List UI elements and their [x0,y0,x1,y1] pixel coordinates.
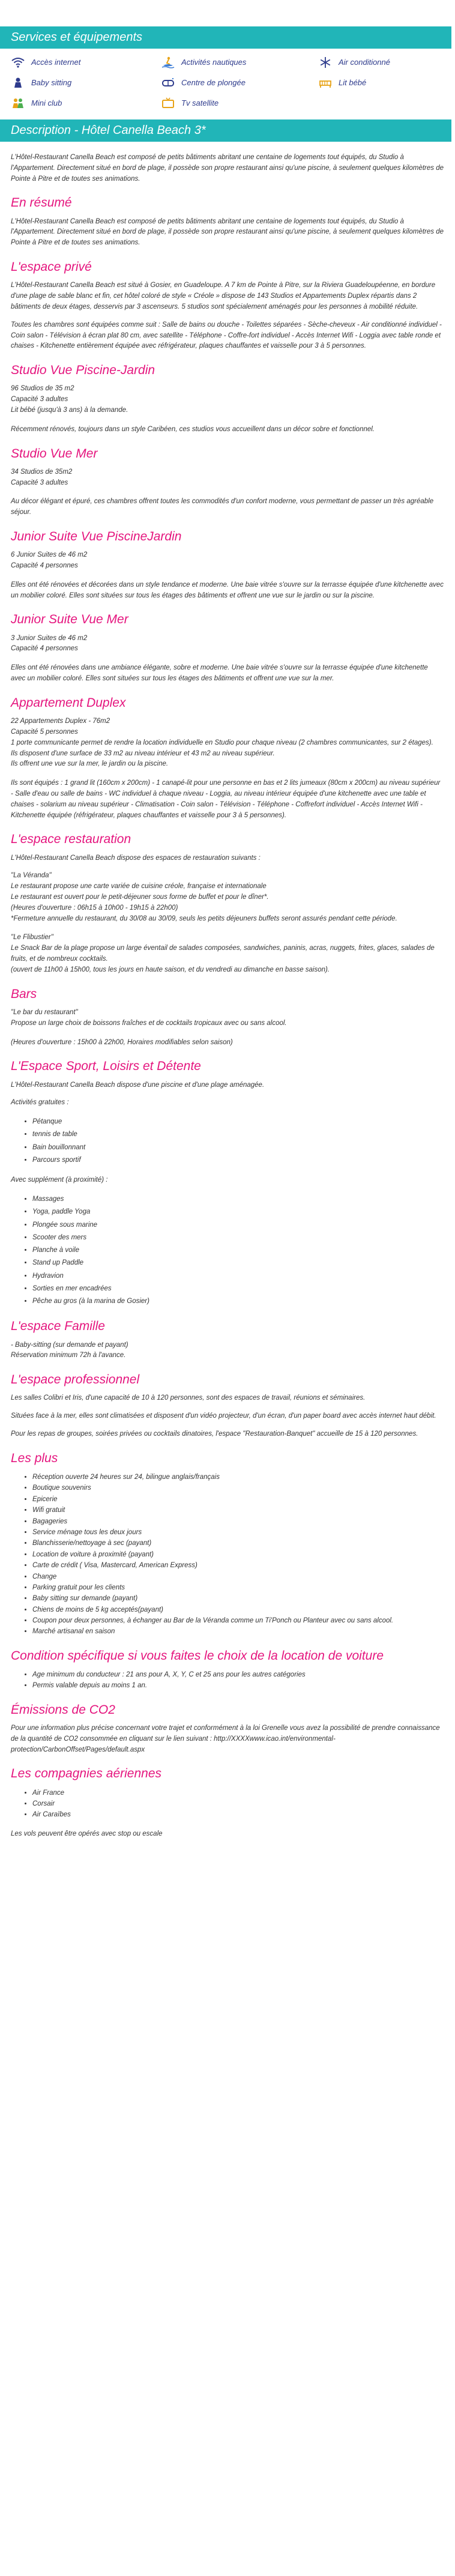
list-item: • Hydravion [32,1270,444,1283]
service-internet [11,56,161,69]
section-line: 6 Junior Suites de 46 m2 [11,551,88,559]
section-lines [11,550,444,572]
section-paragraph: Elles ont été rénovées dans une ambiance élégante, sobre et moderne. Une baie vitrée s'ouvre sur la terrasse équipée d'une kitchenette avec un mobilier coloré. Elles sont situées sur tous les étages des bâtiments et offrent une vue sur la mer. [11,664,428,683]
section-line: *Fermeture annuelle du restaurant, du 30/08 au 30/09, seuls les petits déjeuners buffets seront assurés pendant cette période. [11,915,397,922]
list-item: • Carte de crédit ( Visa, Mastercard, American Express) [32,1560,444,1571]
list-item: • Blanchisserie/nettoyage à sec (payant) [32,1538,444,1549]
section-line: Lit bébé (jusqu'à 3 ans) à la demande. [11,406,128,414]
section-line: 34 Studios de 35m2 [11,468,73,476]
section-lines [11,1038,444,1048]
section-line: Capacité 4 personnes [11,562,78,569]
section-line: 96 Studios de 35 m2 [11,385,74,393]
section-line: Le restaurant propose une carte variée de cuisine créole, française et internationale [11,883,267,890]
list-item: • Chiens de moins de 5 kg acceptés(payant) [32,1604,444,1615]
section-line: Capacité 3 adultes [11,396,68,404]
section-title: L'espace Famille [11,1319,105,1334]
service-clim [318,56,455,69]
list-item: • Epicerie [32,1494,444,1505]
service-label: Mini club [31,98,62,107]
list-item: • Air Caraïbes [32,1809,444,1820]
list-item: • Massages [32,1193,444,1206]
service-babysitting [11,76,161,89]
snowflake-icon [318,56,333,69]
section-paragraph: Activités gratuites : [11,1099,69,1107]
section-line: (Heures d'ouverture : 15h00 à 22h00, Horaires modifiables selon saison) [11,1038,233,1046]
section-title: L'espace privé [11,260,92,274]
section-title: L'espace professionnel [11,1373,140,1387]
section-title: Émissions de CO2 [11,1702,115,1717]
section-line: Capacité 4 personnes [11,645,78,653]
list-item: • Sorties en mer encadrées [32,1283,444,1295]
section-title: L'espace restauration [11,832,131,847]
section-line: "Le Flibustier" [11,934,53,942]
section-title: Junior Suite Vue PiscineJardin [11,530,182,543]
section-line: (Heures d'ouverture : 06h15 à 10h00 - 19h15 à 22h00) [11,904,178,912]
list-item: • Permis valable depuis au moins 1 an. [32,1680,444,1691]
service-label: Tv satellite [181,98,219,107]
list-item: • Air France [32,1788,444,1798]
section-paragraph: L'Hôtel-Restaurant Canella Beach dispose des espaces de restauration suivants : [11,854,261,862]
section-paragraph: Toutes les chambres sont équipées comme suit : Salle de bains ou douche - Toilettes séparées - Sèche-cheveux - Air conditionné individuel - Coin salon - Télévision à écran plat 80 cm, avec satellite - Téléphone - Coffre-fort individuel - Accès Internet Wifi - Loggia avec table ronde et chaises - Kitchenette entièrement équipée avec réfrigérateur, plaques chauffantes et vaisselle pour 3 à 5 personnes. [11,321,442,350]
section-line: Ils disposent d'une surface de 33 m2 au niveau intérieur et 43 m2 au niveau supérieur. [11,749,275,757]
list-item: • Marché artisanal en saison [32,1626,444,1637]
baby-icon [11,76,25,89]
section-line: Ils offrent une vue sur la mer, le jardin ou la piscine. [11,760,169,768]
section-paragraph: Situées face à la mer, elles sont climatisées et disposent d'un vidéo projecteur, d'un écran, d'un paper board avec accès internet haut débit. [11,1412,436,1420]
section-title: Studio Vue Mer [11,446,98,461]
service-label: Centre de plongée [181,77,246,87]
list-item: • Boutique souvenirs [32,1483,444,1493]
section-line: 1 porte communicante permet de rendre la location individuelle en Studio pour chaque niveau (2 chambres communicantes, sur 2 étages). [11,739,433,746]
list-item: • Parcours sportif [32,1154,444,1167]
services-heading: Services et équipements [0,26,451,49]
section-paragraph: L'Hôtel-Restaurant Canella Beach est composé de petits bâtiments abritant une centaine de logements tout équipés, du Studio à l'Appartement. Directement situé en bord de plage, il possède son propre restaurant ainsi qu'une piscine, à seulement quelques kilomètres de Pointe à Pitre et de toutes ses animations. [11,217,444,247]
service-label: Lit bébé [339,77,367,87]
list-item: • Planche à voile [32,1244,444,1257]
list-item: • tennis de table [32,1128,444,1141]
list-item: • Coupon pour deux personnes, à échanger au Bar de la Véranda comme un Ti'Ponch ou Planteur avec ou sans alcool. [32,1615,444,1626]
description-heading: Description - Hôtel Canella Beach 3* [0,119,451,142]
service-tv [161,97,318,110]
list-item: • Service ménage tous les deux jours [32,1527,444,1538]
service-miniclub [11,97,161,110]
section-line: Capacité 5 personnes [11,728,78,736]
list-item: • Wifi gratuit [32,1505,444,1516]
section-line: "Le bar du restaurant" [11,1008,78,1016]
section-lines [11,871,444,924]
wifi-icon [11,56,25,69]
section-paragraph: Les vols peuvent être opérés avec stop ou escale [11,1830,163,1837]
list-item: • Bain bouillonnant [32,1141,444,1154]
tv-icon [161,97,175,110]
car-rental-list [32,1669,444,1692]
section-title: Bars [11,987,37,1001]
services-grid [0,49,455,119]
section-paragraph: L'Hôtel-Restaurant Canella Beach dispose d'une piscine et d'une plage aménagée. [11,1081,265,1089]
section-line: 3 Junior Suites de 46 m2 [11,634,88,642]
service-nautique [161,56,318,69]
paid-activities-list [32,1193,444,1308]
list-item: • Bagageries [32,1516,444,1527]
section-paragraph: L'Hôtel-Restaurant Canella Beach est situé à Gosier, en Guadeloupe. A 7 km de Pointe à Pitre, sur la Riviera Guadeloupéenne, en bordure d'une plage de sable blanc et fin, cet hôtel coloré de style « Créole » dispose de 143 Studios et Appartements Duplex répartis dans 2 bâtiments de deux étages, desservis par 3 ascenseurs. 5 studios sont spécialement aménagés pour les personnes à mobilité réduite. [11,282,436,310]
section-line: (ouvert de 11h00 à 15h00, tous les jours en haute saison, et du vendredi au dimanche en basse saison). [11,966,330,973]
section-paragraph: Ils sont équipés : 1 grand lit (160cm x 200cm) - 1 canapé-lit pour une personne en bas et 2 lits jumeaux (80cm x 200cm) au niveau supérieur - Salle d'eau ou salle de bains - WC individuel à chaque niveau - Loggia, au niveau intérieur équipée d'une kitchenette avec une table et chaises - solarium au niveau supérieur - Climatisation - Coin salon - Télévision - Téléphone - Coffrefort individuel - Accès Internet Wifi - Kitchenette équipée (réfrigérateur, plaques chauffantes et vaisselle pour 3 à 5 personnes). [11,779,441,819]
section-title: Les compagnies aériennes [11,1767,161,1781]
section-line: Réservation minimum 72h à l'avance. [11,1352,126,1359]
list-item: • Corsair [32,1798,444,1809]
list-item: • Pétanque [32,1116,444,1128]
section-paragraph: Les salles Colibri et Iris, d'une capacité de 10 à 120 personnes, sont des espaces de travail, réunions et séminaires. [11,1394,366,1402]
baby-bed-icon [318,76,333,89]
section-title: Studio Vue Piscine-Jardin [11,363,155,378]
section-paragraph: Récemment rénovés, toujours dans un style Caribéen, ces studios vous accueillent dans un décor sobre et fonctionnel. [11,425,375,433]
section-lines [11,467,444,489]
section-lines [11,384,444,416]
section-lines [11,716,444,770]
list-item: • Change [32,1571,444,1582]
section-lines [11,1008,444,1029]
list-item: • Plongée sous marine [32,1219,444,1232]
section-line: "La Véranda" [11,872,52,880]
description-content [0,142,455,1840]
section-line: Le restaurant est ouvert pour le petit-déjeuner sous forme de buffet et pour le dîner*. [11,893,269,901]
section-line: Propose un large choix de boissons fraîches et de cocktails tropicaux avec ou sans alcool. [11,1019,287,1027]
section-paragraph: Elles ont été rénovées et décorées dans un style tendance et moderne. Une baie vitrée s'ouvre sur la terrasse équipée d'une kitchenette avec un mobilier coloré. Elles sont situées sur tous les étages des bâtiments et offrent une vue sur le jardin ou sur la piscine. [11,581,444,599]
section-line: Le Snack Bar de la plage propose un large éventail de salades composées, sandwiches, paninis, acras, nuggets, frites, glaces, salades de fruits, et de nombreux cocktails. [11,945,435,963]
service-label: Baby sitting [31,77,72,87]
list-item: • Baby sitting sur demande (payant) [32,1593,444,1604]
airlines-list [32,1788,444,1821]
list-item: • Age minimum du conducteur : 21 ans pour A, X, Y, C et 25 ans pour les autres catégories [32,1669,444,1680]
section-paragraph: Au décor élégant et épuré, ces chambres offrent toutes les commodités d'un confort moderne, vous permettant de passer un très agréable séjour. [11,498,434,516]
free-activities-list [32,1116,444,1167]
section-title: Appartement Duplex [11,695,126,710]
section-line: - Baby-sitting (sur demande et payant) [11,1341,128,1349]
page [0,26,455,1853]
list-item: • Stand up Paddle [32,1257,444,1269]
service-plongee [161,76,318,89]
surfer-icon [161,56,175,69]
service-litbebe [318,76,455,89]
diving-mask-icon [161,76,175,89]
section-lines [11,1340,444,1362]
section-lines [11,633,444,655]
list-item: • Pêche au gros (à la marina de Gosier) [32,1295,444,1308]
section-paragraph: Pour une information plus précise concernant votre trajet et conformément à la loi Grenelle vous avez la possibilité de prendre connaissance de la quantité de CO2 consommée en cliquant sur le lien suivant : http://XXXXwww.icao.int/environmental-protection/CarbonOffset/Pages/default.aspx [11,1725,440,1753]
section-line: Capacité 3 adultes [11,479,68,486]
list-item: • Parking gratuit pour les clients [32,1582,444,1593]
section-line: 22 Appartements Duplex - 76m2 [11,718,110,725]
section-paragraph: Avec supplément (à proximité) : [11,1176,108,1184]
service-label: Accès internet [31,57,81,67]
mini-club-icon [11,97,25,110]
section-title: Les plus [11,1451,58,1465]
list-item: • Scooter des mers [32,1232,444,1244]
section-title: L'Espace Sport, Loisirs et Détente [11,1059,201,1074]
list-item: • Yoga, paddle Yoga [32,1206,444,1218]
service-label: Air conditionné [339,57,390,67]
section-lines [11,933,444,975]
service-label: Activités nautiques [181,57,247,67]
list-item: • Réception ouverte 24 heures sur 24, bilingue anglais/français [32,1472,444,1483]
section-title: En résumé [11,196,72,210]
extras-list [32,1472,444,1637]
description-intro: L'Hôtel-Restaurant Canella Beach est composé de petits bâtiments abritant une centaine de logements tout équipés, du Studio à l'Appartement. Directement situé en bord de plage, il possède son propre restaurant ainsi qu'une piscine, à seulement quelques kilomètres de Pointe à Pitre et de toutes ses animations. [11,154,444,183]
section-title: Junior Suite Vue Mer [11,612,128,627]
list-item: • Location de voiture à proximité (payant) [32,1549,444,1560]
section-title: Condition spécifique si vous faites le choix de la location de voiture [11,1648,384,1663]
section-paragraph: Pour les repas de groupes, soirées privées ou cocktails dinatoires, l'espace "Restauration-Banquet" accueille de 15 à 120 personnes. [11,1430,418,1438]
